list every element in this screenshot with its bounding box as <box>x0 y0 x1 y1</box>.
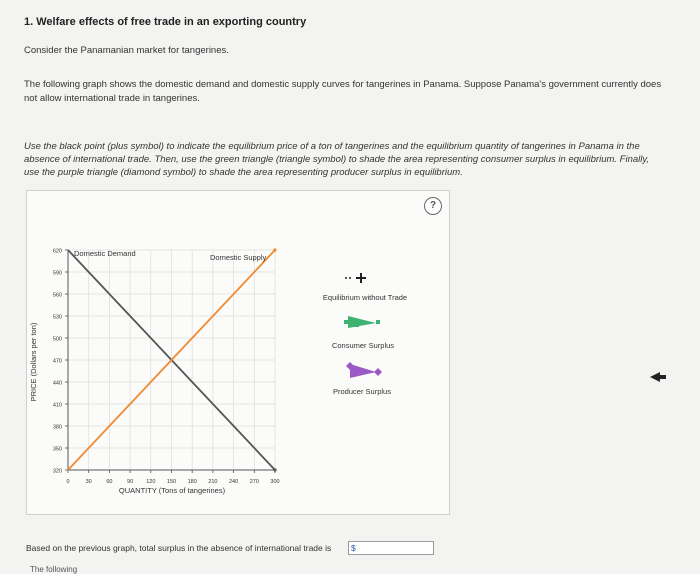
currency-symbol: $ <box>351 543 356 553</box>
y-tick-label-3: 410 <box>52 402 62 409</box>
x-tick-label-7: 210 <box>208 479 218 485</box>
diamond-icon[interactable] <box>346 362 382 378</box>
y-tick-label-0: 320 <box>52 468 62 475</box>
para1-line1: The following graph shows the domestic demand and domestic supply curves for tangerines in Panama. Suppose Panama's government currently does <box>24 79 662 90</box>
x-tick-label-8: 240 <box>229 479 239 485</box>
instruction-line3: use the purple triangle (diamond symbol) to shade the area representing producer surplus in equilibrium. <box>24 167 463 178</box>
y-tick-label-4: 440 <box>52 380 62 387</box>
x-tick-label-5: 150 <box>166 479 177 485</box>
x-axis-label: QUANTITY (Tons of tangerines) <box>118 486 226 495</box>
total-surplus-input[interactable] <box>348 541 434 555</box>
palette-producer-surplus-label: Producer Surplus <box>333 387 391 396</box>
y-tick-label-6: 500 <box>52 336 62 343</box>
y-tick-label-10: 620 <box>52 248 62 255</box>
answer-prompt: Based on the previous graph, total surplus in the absence of international trade is <box>26 543 332 553</box>
supply-label: Domestic Supply <box>210 253 267 262</box>
x-tick-label-1: 30 <box>85 479 92 485</box>
supply-curve-end <box>273 248 276 251</box>
cutoff-text: The following <box>30 565 78 574</box>
x-tick-label-3: 90 <box>127 479 134 485</box>
demand-label: Domestic Demand <box>74 249 136 258</box>
triangle-icon[interactable] <box>344 316 380 328</box>
palette-equilibrium-label: Equilibrium without Trade <box>322 293 408 302</box>
demand-curve-end <box>273 468 276 471</box>
y-tick-label-2: 380 <box>52 424 62 431</box>
para1-line2: not allow international trade in tangerines. <box>24 93 200 104</box>
x-tick-label-2: 60 <box>106 479 113 485</box>
help-icon[interactable]: ? <box>424 197 442 215</box>
palette-producer-surplus[interactable] <box>333 362 391 396</box>
intro-text: Consider the Panamanian market for tangerines. <box>24 45 229 56</box>
palette-consumer-surplus[interactable] <box>332 316 394 350</box>
x-tick-label-6: 180 <box>187 479 197 485</box>
y-tick-label-5: 470 <box>52 358 62 365</box>
cursor-icon <box>650 372 666 382</box>
y-tick-label-7: 530 <box>52 314 62 321</box>
palette-consumer-surplus-label: Consumer Surplus <box>331 341 395 350</box>
instruction-line1: Use the black point (plus symbol) to indicate the equilibrium price of a ton of tangerines and the equilibrium quantity of tangerines in Panama in the <box>24 141 640 152</box>
palette-equilibrium[interactable] <box>323 273 407 302</box>
y-tick-label-9: 590 <box>52 270 62 277</box>
question-title: 1. Welfare effects of free trade in an exporting country <box>24 16 307 28</box>
x-tick-label-10: 300 <box>270 479 280 485</box>
y-axis-label: PRICE (Dollars per ton) <box>29 322 38 402</box>
plus-icon[interactable] <box>345 273 366 283</box>
y-tick-label-1: 350 <box>52 446 62 453</box>
y-tick-label-8: 560 <box>52 292 62 299</box>
x-tick-label-9: 270 <box>249 479 259 485</box>
x-tick-label-0: 0 <box>66 479 70 485</box>
x-tick-label-4: 120 <box>146 479 156 485</box>
instruction-line2: absence of international trade. Then, use the green triangle (triangle symbol) to shade the area representing consumer surplus in equilibrium. Finally, <box>24 154 650 165</box>
